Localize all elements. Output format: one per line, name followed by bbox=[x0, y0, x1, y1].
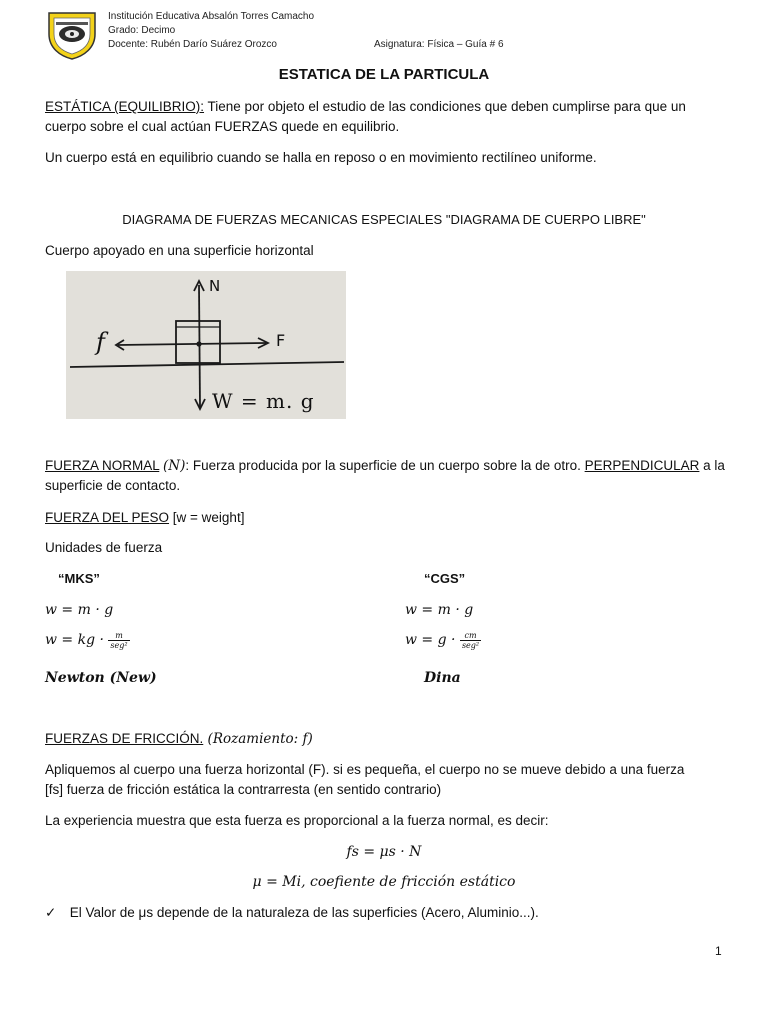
statics-paragraph bbox=[45, 97, 735, 137]
cgs-formula-2 bbox=[405, 630, 481, 650]
page-title: ESTATICA DE LA PARTICULA bbox=[278, 66, 490, 83]
normal-text1: : Fuerza producida por la superficie de un cuerpo sobre la de otro. bbox=[185, 458, 585, 473]
friction-heading bbox=[45, 729, 313, 749]
cgs-formula-2-prefix: w = g · bbox=[405, 632, 460, 648]
mks-fraction-num: m bbox=[108, 631, 129, 641]
diagram-heading: DIAGRAMA DE FUERZAS MECANICAS ESPECIALES "DIAGRAMA DE CUERPO LIBRE" bbox=[122, 212, 646, 227]
normal-paragraph bbox=[45, 456, 735, 496]
checkmark-icon: ✓ bbox=[45, 905, 57, 920]
equilibrium-text: Un cuerpo está en equilibrio cuando se halla en reposo o en movimiento rectilíneo uniforme. bbox=[45, 150, 597, 165]
school-logo bbox=[46, 10, 98, 60]
mks-formula-1: w = m · g bbox=[45, 602, 114, 618]
mks-formula-2-prefix: w = kg · bbox=[45, 632, 109, 648]
label-friction: f bbox=[96, 328, 105, 356]
cgs-formula-1: w = m · g bbox=[405, 602, 474, 618]
weight-term: FUERZA DEL PESO bbox=[45, 510, 170, 525]
cgs-fraction-num: cm bbox=[460, 631, 481, 641]
bullet-text: El Valor de μs depende de la naturaleza de las superficies (Acero, Aluminio...). bbox=[69, 905, 539, 920]
friction-symbol: (Rozamiento: f) bbox=[203, 731, 313, 747]
statics-term: ESTÁTICA (EQUILIBRIO): bbox=[45, 99, 205, 114]
normal-term: FUERZA NORMAL bbox=[45, 458, 160, 473]
mks-fraction-den: seg² bbox=[110, 640, 128, 650]
mks-formula-2 bbox=[45, 630, 130, 650]
label-normal: N bbox=[209, 277, 221, 295]
free-body-diagram bbox=[66, 271, 346, 419]
mks-unit: Newton (New) bbox=[45, 670, 157, 686]
friction-p1-line2: [fs] fuerza de fricción estática la contrarresta (en sentido contrario) bbox=[45, 782, 442, 797]
header-subject: Asignatura: Física – Guía # 6 bbox=[374, 39, 504, 50]
normal-text3: superficie de contacto. bbox=[45, 478, 181, 493]
page-number: 1 bbox=[715, 944, 722, 958]
cgs-label: “CGS” bbox=[424, 571, 466, 586]
header-teacher: Docente: Rubén Darío Suárez Orozco bbox=[108, 39, 277, 50]
friction-equation-1: fs = μs · N bbox=[346, 844, 422, 860]
statics-definition-line1: Tiene por objeto el estudio de las condiciones que deben cumplirse para que un bbox=[204, 99, 686, 114]
friction-paragraph-1 bbox=[45, 760, 745, 800]
cgs-fraction bbox=[460, 631, 481, 650]
mks-label: “MKS” bbox=[58, 571, 100, 586]
units-heading: Unidades de fuerza bbox=[45, 540, 163, 555]
header-grade: Grado: Decimo bbox=[108, 25, 176, 36]
cgs-fraction-den: seg² bbox=[461, 640, 480, 650]
label-force: F bbox=[276, 331, 286, 350]
header-institution: Institución Educativa Absalón Torres Camacho bbox=[108, 11, 315, 22]
friction-p1-line1: Apliquemos al cuerpo una fuerza horizontal (F). si es pequeña, el cuerpo no se mueve debido a una fuerza bbox=[45, 762, 685, 777]
weight-rest: [w = weight] bbox=[169, 510, 245, 525]
bullet-item bbox=[45, 903, 539, 923]
normal-text2: a la bbox=[699, 458, 725, 473]
weight-line bbox=[45, 508, 244, 528]
cgs-unit: Dina bbox=[424, 670, 461, 686]
diagram-caption: Cuerpo apoyado en una superficie horizontal bbox=[45, 243, 314, 258]
friction-paragraph-2: La experiencia muestra que esta fuerza es proporcional a la fuerza normal, es decir: bbox=[45, 813, 549, 828]
label-weight: W = m. g bbox=[212, 389, 315, 413]
statics-definition-line2: cuerpo sobre el cual actúan FUERZAS quede en equilibrio. bbox=[45, 119, 400, 134]
mks-fraction bbox=[108, 631, 129, 650]
friction-term: FUERZAS DE FRICCIÓN. bbox=[45, 731, 204, 746]
normal-perpendicular: PERPENDICULAR bbox=[584, 458, 700, 473]
normal-symbol: (N) bbox=[163, 458, 186, 474]
friction-equation-2: μ = Mi, coefiente de fricción estático bbox=[252, 874, 516, 890]
